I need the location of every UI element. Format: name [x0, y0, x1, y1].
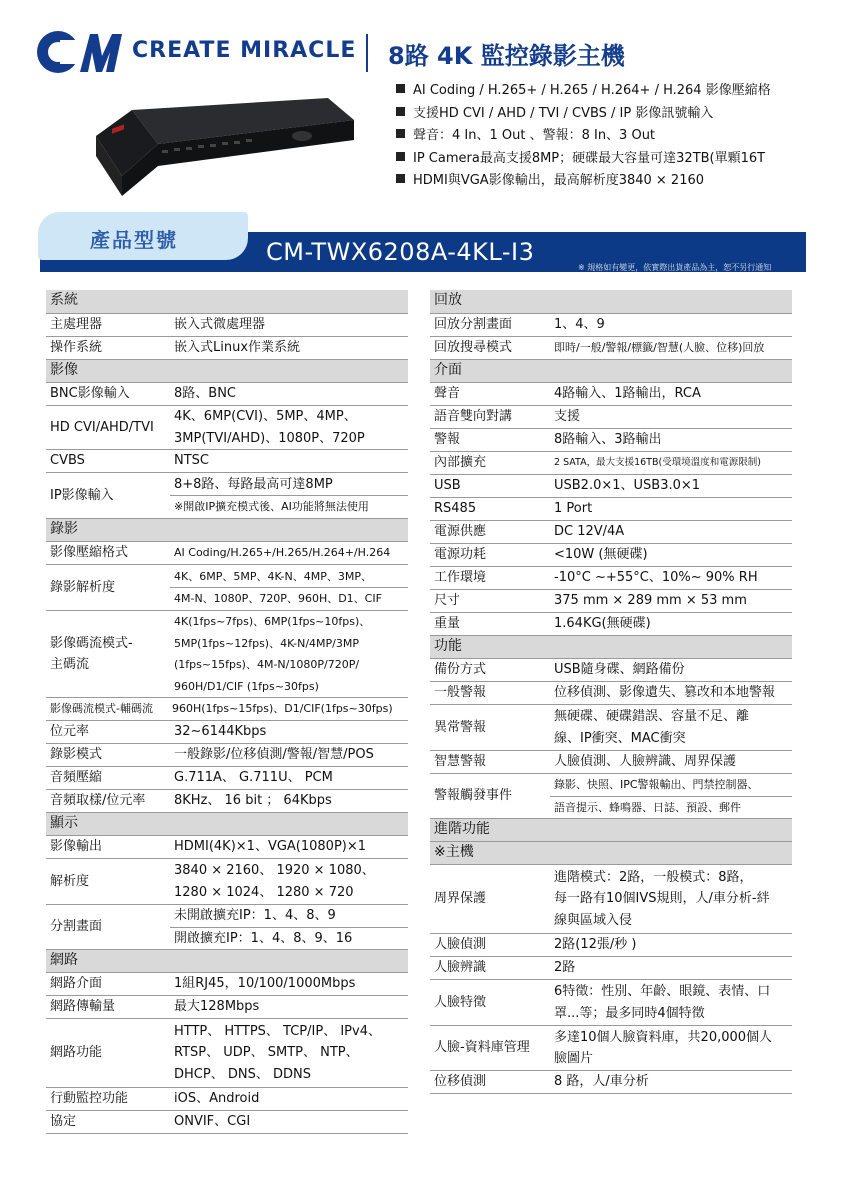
spec-row: 操作系統 嵌入式Linux作業系統	[46, 337, 408, 360]
section-header: 系統	[46, 290, 408, 314]
spec-row: 位元率 32~6144Kbps	[46, 721, 408, 744]
spec-row: 主處理器 嵌入式微處理器	[46, 314, 408, 337]
spec-row: 影像壓縮格式 AI Coding/H.265+/H.265/H.264+/H.264	[46, 542, 408, 565]
spec-row: 內部擴充 2 SATA，最大支援16TB(受環境溫度和電源限制)	[430, 452, 792, 475]
spec-row: 影像碼流模式-輔碼流 960H(1fps~15fps)、D1/CIF(1fps~30fps)	[46, 698, 408, 721]
spec-row: 人臉特徵 6特徵：性別、年齡、眼鏡、表情、口 罩...等；最多同時4個特徵	[430, 980, 792, 1026]
section-header: 影像	[46, 360, 408, 383]
spec-row: IP影像輸入 8+8路、每路最高可達8MP ※開啟IP擴充模式後、AI功能將無法使用	[46, 473, 408, 519]
spec-row: 警報觸發事件 錄影、快照、IPC警報輸出、門禁控制器、 語音提示、蜂鳴器、日誌、預設、郵件	[430, 774, 792, 819]
spec-row: HD CVI/AHD/TVI 4K、6MP(CVI)、5MP、4MP、 3MP(TVI/AHD)、1080P、720P	[46, 406, 408, 450]
spec-row: 錄影模式 一般錄影/位移偵測/警報/智慧/POS	[46, 744, 408, 767]
spec-row: 一般警報 位移偵測、影像遺失、篡改和本地警報	[430, 682, 792, 705]
bullet-square-icon	[396, 84, 405, 93]
spec-row: 網路功能 HTTP、 HTTPS、 TCP/IP、 IPv4、 RTSP、 UDP、 SMTP、 NTP、 DHCP、 DNS、 DDNS	[46, 1019, 408, 1088]
section-header: 顯示	[46, 813, 408, 836]
spec-row: 回放分割畫面 1、4、9	[430, 314, 792, 337]
section-header: 網路	[46, 950, 408, 973]
header-divider	[366, 34, 368, 72]
spec-row: 行動監控功能 iOS、Android	[46, 1088, 408, 1111]
model-number: CM-TWX6208A-4KL-I3	[266, 238, 535, 266]
feature-item: 支援HD CVI / AHD / TVI / CVBS / IP 影像訊號輸入	[396, 103, 771, 126]
brand-name: CREATE MIRACLE	[132, 38, 357, 63]
spec-row: CVBS NTSC	[46, 450, 408, 473]
section-header: 進階功能	[430, 819, 792, 842]
spec-row: 異常警報 無硬碟、硬碟錯誤、容量不足、離 線、IP衝突、MAC衝突	[430, 705, 792, 751]
bullet-square-icon	[396, 129, 405, 138]
feature-item: IP Camera最高支援8MP；硬碟最大容量可達32TB(單顆16T	[396, 148, 771, 171]
section-header: 功能	[430, 636, 792, 659]
spec-row: 語音雙向對講 支援	[430, 406, 792, 429]
spec-row: 電源功耗 <10W (無硬碟)	[430, 544, 792, 567]
company-logo	[36, 28, 128, 76]
section-header: ※主機	[430, 842, 792, 865]
spec-row: 聲音 4路輸入、1路輸出，RCA	[430, 383, 792, 406]
spec-row: 重量 1.64KG(無硬碟)	[430, 613, 792, 636]
section-header: 錄影	[46, 519, 408, 542]
spec-row: 影像輸出 HDMI(4K)×1、VGA(1080P)×1	[46, 836, 408, 859]
bullet-square-icon	[396, 152, 405, 161]
feature-item: HDMI與VGA影像輸出，最高解析度3840 × 2160	[396, 170, 771, 193]
bullet-square-icon	[396, 107, 405, 116]
page-title: 8路 4K 監控錄影主機	[388, 42, 625, 70]
spec-row: 音頻壓縮 G.711A、 G.711U、 PCM	[46, 767, 408, 790]
section-header: 回放	[430, 290, 792, 314]
feature-item: AI Coding / H.265+ / H.265 / H.264+ / H.264 影像壓縮格	[396, 80, 771, 103]
spec-row: 錄影解析度 4K、6MP、5MP、4K-N、4MP、3MP、 4M-N、1080P、720P、960H、D1、CIF	[46, 565, 408, 611]
spec-row: 人臉偵測 2路(12張/秒 )	[430, 934, 792, 957]
spec-notice: ※ 規格如有變更，依實際出貨產品為主，恕不另行通知	[578, 263, 772, 272]
spec-row: 電源供應 DC 12V/4A	[430, 521, 792, 544]
spec-row: USB USB2.0×1、USB3.0×1	[430, 475, 792, 498]
spec-row: 影像碼流模式- 主碼流 4K(1fps~7fps)、6MP(1fps~10fps)、 5MP(1fps~12fps)、4K-N/4MP/3MP (1fps~15fps)、4M-N/1080P/720P/ 960H/D1/CIF (1fps~30fps)	[46, 611, 408, 698]
spec-row: 解析度 3840 × 2160、 1920 × 1080、 1280 × 1024、 1280 × 720	[46, 859, 408, 905]
spec-row: 人臉辨識 2路	[430, 957, 792, 980]
spec-row: RS485 1 Port	[430, 498, 792, 521]
spec-row: 網路介面 1組RJ45，10/100/1000Mbps	[46, 973, 408, 996]
section-header: 介面	[430, 360, 792, 383]
spec-row: 警報 8路輸入、3路輸出	[430, 429, 792, 452]
feature-item: 聲音：4 In、1 Out 、警報：8 In、3 Out	[396, 125, 771, 148]
spec-row: 音頻取樣/位元率 8KHz、 16 bit ； 64Kbps	[46, 790, 408, 813]
spec-table-left	[46, 290, 408, 1134]
spec-row: 備份方式 USB隨身碟、網路備份	[430, 659, 792, 682]
feature-list	[396, 80, 771, 193]
spec-row: 周界保護 進階模式：2路，一般模式：8路， 每一路有10個IVS規則，人/車分析-絆 線與區域入侵	[430, 865, 792, 934]
spec-row: BNC影像輸入 8路、BNC	[46, 383, 408, 406]
bullet-square-icon	[396, 174, 405, 183]
spec-row: 位移偵測 8 路，人/車分析	[430, 1071, 792, 1094]
dvr-product-image	[92, 92, 360, 204]
spec-row: 網路傳輸量 最大128Mbps	[46, 996, 408, 1019]
spec-row: 分割畫面 未開啟擴充IP：1、4、8、9 開啟擴充IP：1、4、8、9、16	[46, 905, 408, 950]
spec-row: 智慧警報 人臉偵測、人臉辨識、周界保護	[430, 751, 792, 774]
spec-row: 人臉-資料庫管理 多達10個人臉資料庫，共20,000個人 臉圖片	[430, 1026, 792, 1071]
spec-row: 回放搜尋模式 即時/一般/警報/標籤/智慧(人臉、位移)回放	[430, 337, 792, 360]
spec-table-right	[430, 290, 792, 1094]
spec-row: 尺寸 375 mm × 289 mm × 53 mm	[430, 590, 792, 613]
spec-row: 協定 ONVIF、CGI	[46, 1111, 408, 1134]
spec-row: 工作環境 -10°C ~+55°C、10%~ 90% RH	[430, 567, 792, 590]
model-label: 產品型號	[90, 228, 178, 252]
